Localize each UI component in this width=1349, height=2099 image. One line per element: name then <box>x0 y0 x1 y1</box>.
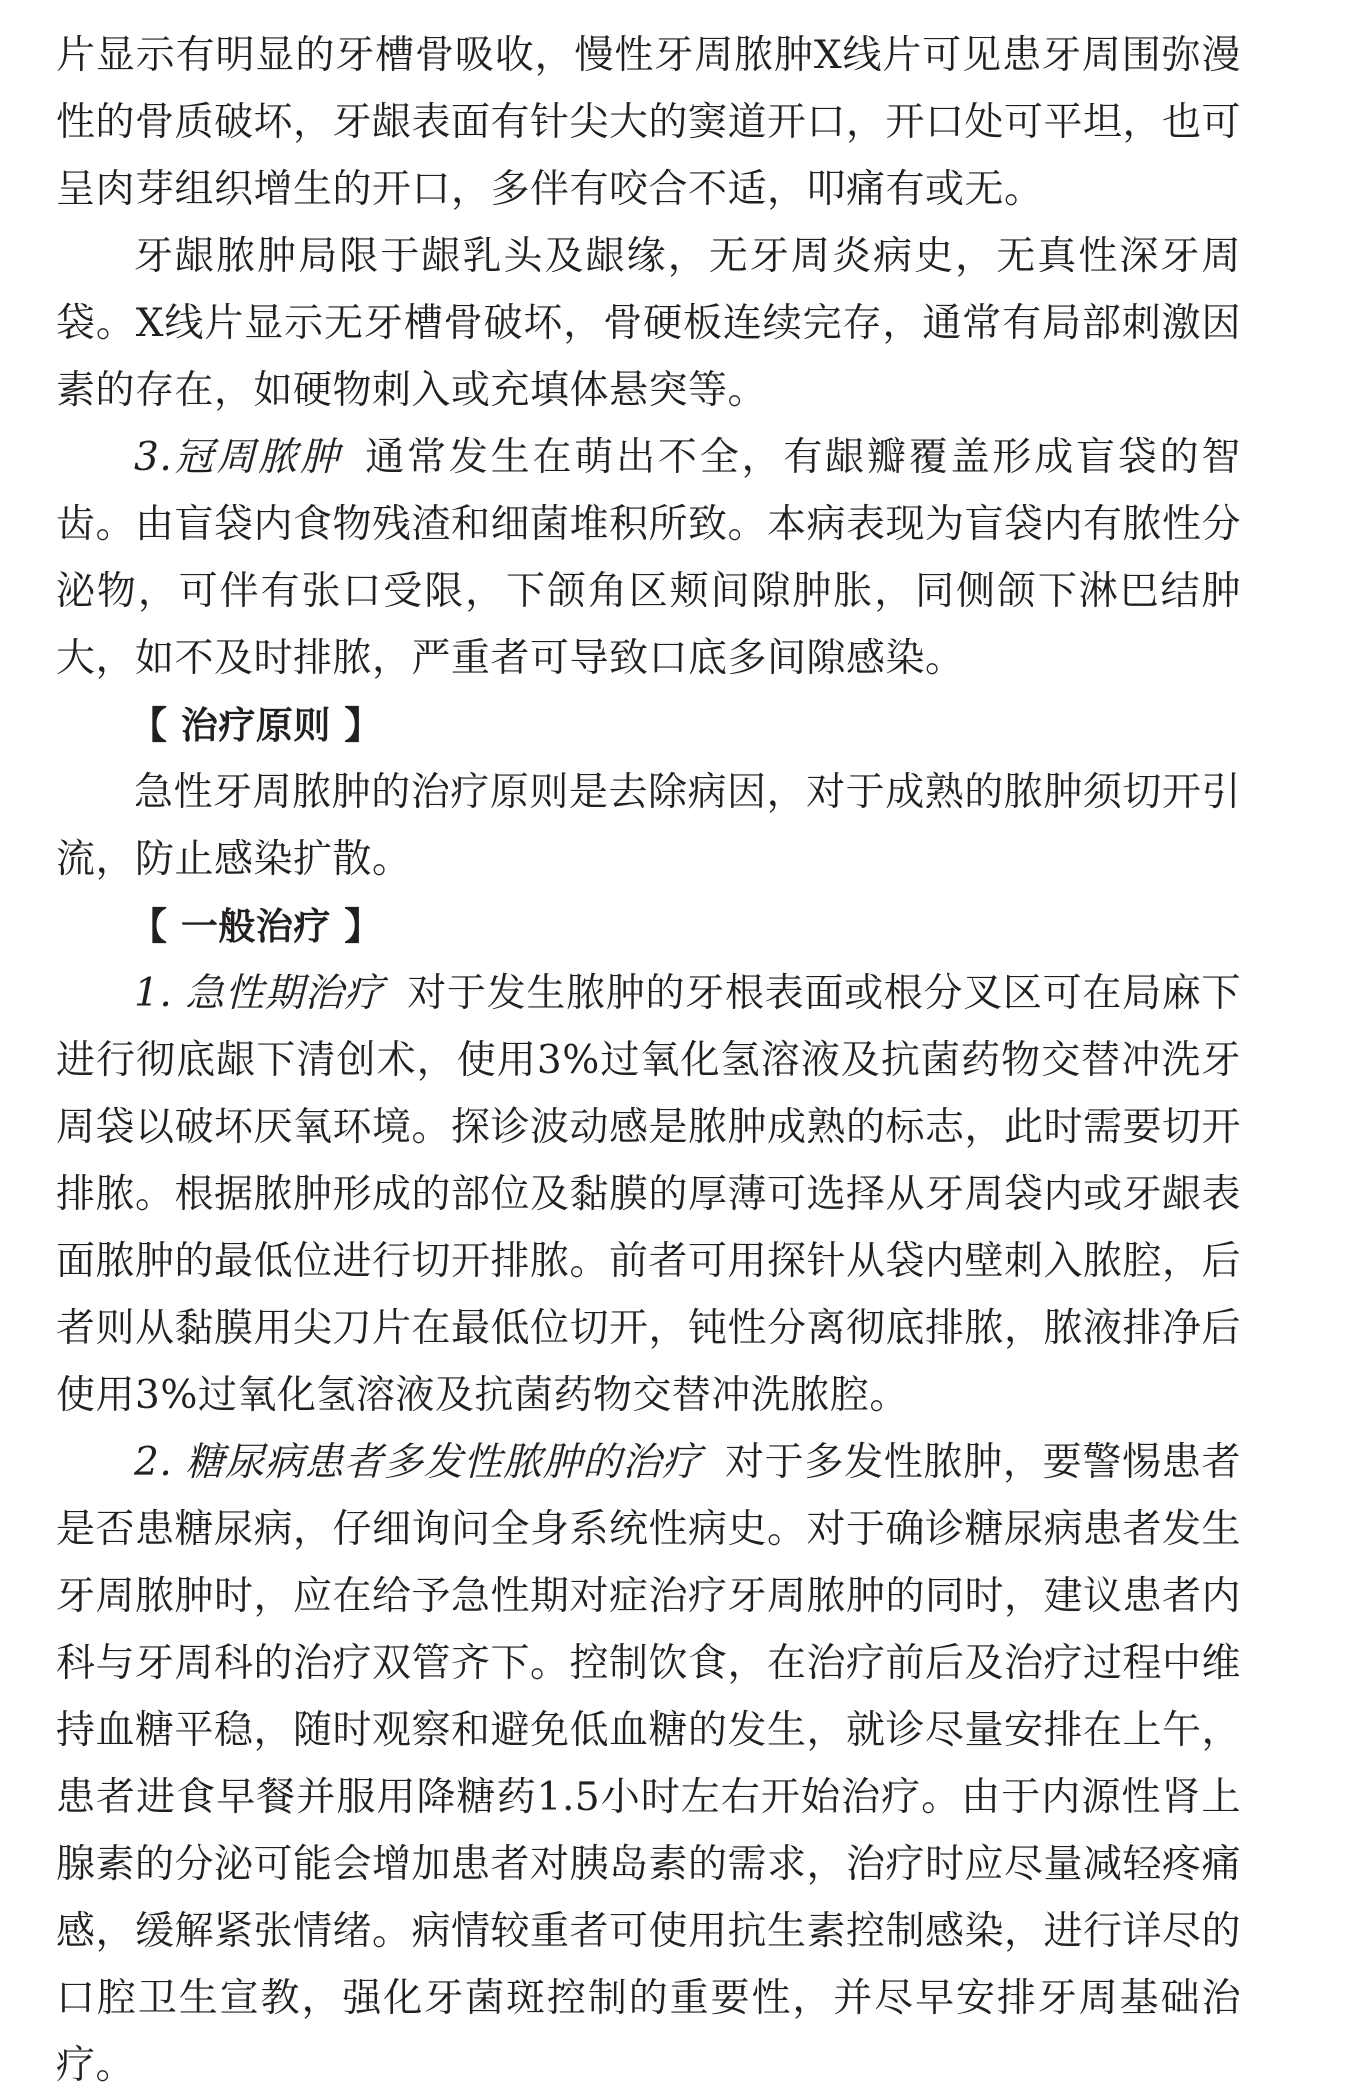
paragraph-gingival-abscess: 牙龈脓肿局限于龈乳头及龈缘，无牙周炎病史，无真性深牙周袋。X线片显示无牙槽骨破坏，骨硬板连续完存，通常有局部刺激因素的存在，如硬物刺入或充填体悬突等。 <box>56 234 1241 413</box>
acute-phase-term: 1. 急性期治疗 <box>134 971 384 1016</box>
paragraph-pericoronal-abscess <box>56 424 1241 692</box>
diabetic-abscess-term: 2. 糖尿病患者多发性脓肿的治疗 <box>134 1440 702 1485</box>
body-text <box>56 22 1241 2099</box>
acute-phase-text: 对于发生脓肿的牙根表面或根分叉区可在局麻下进行彻底龈下清创术，使用3%过氧化氢溶液及抗菌药物交替冲洗牙周袋以破坏厌氧环境。探诊波动感是脓肿成熟的标志，此时需要切开排脓。根据脓肿形成的部位及黏膜的厚薄可选择从牙周袋内或牙龈表面脓肿的最低位进行切开排脓。前者可用探针从袋内壁刺入脓腔，后者则从黏膜用尖刀片在最低位切开，钝性分离彻底排脓，脓液排净后使用3%过氧化氢溶液及抗菌药物交替冲洗脓腔。 <box>56 971 1242 1418</box>
diabetic-abscess-text: 对于多发性脓肿，要警惕患者是否患糖尿病，仔细询问全身系统性病史。对于确诊糖尿病患者发生牙周脓肿时，应在给予急性期对症治疗牙周脓肿的同时，建议患者内科与牙周科的治疗双管齐下。控制饮食，在治疗前后及治疗过程中维持血糖平稳，随时观察和避免低血糖的发生，就诊尽量安排在上午，患者进食早餐并服用降糖药1.5小时左右开始治疗。由于内源性肾上腺素的分泌可能会增加患者对胰岛素的需求，治疗时应尽量减轻疼痛感，缓解紧张情绪。病情较重者可使用抗生素控制感染，进行详尽的口腔卫生宣教，强化牙菌斑控制的重要性，并尽早安排牙周基础治疗。 <box>56 1440 1242 2088</box>
paragraph-chronic-abscess: 片显示有明显的牙槽骨吸收，慢性牙周脓肿X线片可见患牙周围弥漫性的骨质破坏，牙龈表面有针尖大的窦道开口，开口处可平坦，也可呈肉芽组织增生的开口，多伴有咬合不适，叩痛有或无。 <box>56 33 1242 212</box>
section-heading-general-treatment: 【 一般治疗 】 <box>130 905 382 948</box>
pericoronal-abscess-text: 通常发生在萌出不全，有龈瓣覆盖形成盲袋的智齿。由盲袋内食物残渣和细菌堆积所致。本病表现为盲袋内有脓性分泌物，可伴有张口受限，下颌角区颊间隙肿胀，同侧颌下淋巴结肿大，如不及时排脓，严重者可导致口底多间隙感染。 <box>56 435 1242 681</box>
paragraph-diabetic-abscess-treatment <box>56 1429 1241 2099</box>
pericoronal-abscess-term: 3.冠周脓肿 <box>134 435 342 480</box>
paragraph-treatment-principles: 急性牙周脓肿的治疗原则是去除病因，对于成熟的脓肿须切开引流，防止感染扩散。 <box>56 770 1241 882</box>
paragraph-acute-phase-treatment <box>56 960 1241 1429</box>
section-heading-treatment-principles: 【 治疗原则 】 <box>130 704 382 747</box>
